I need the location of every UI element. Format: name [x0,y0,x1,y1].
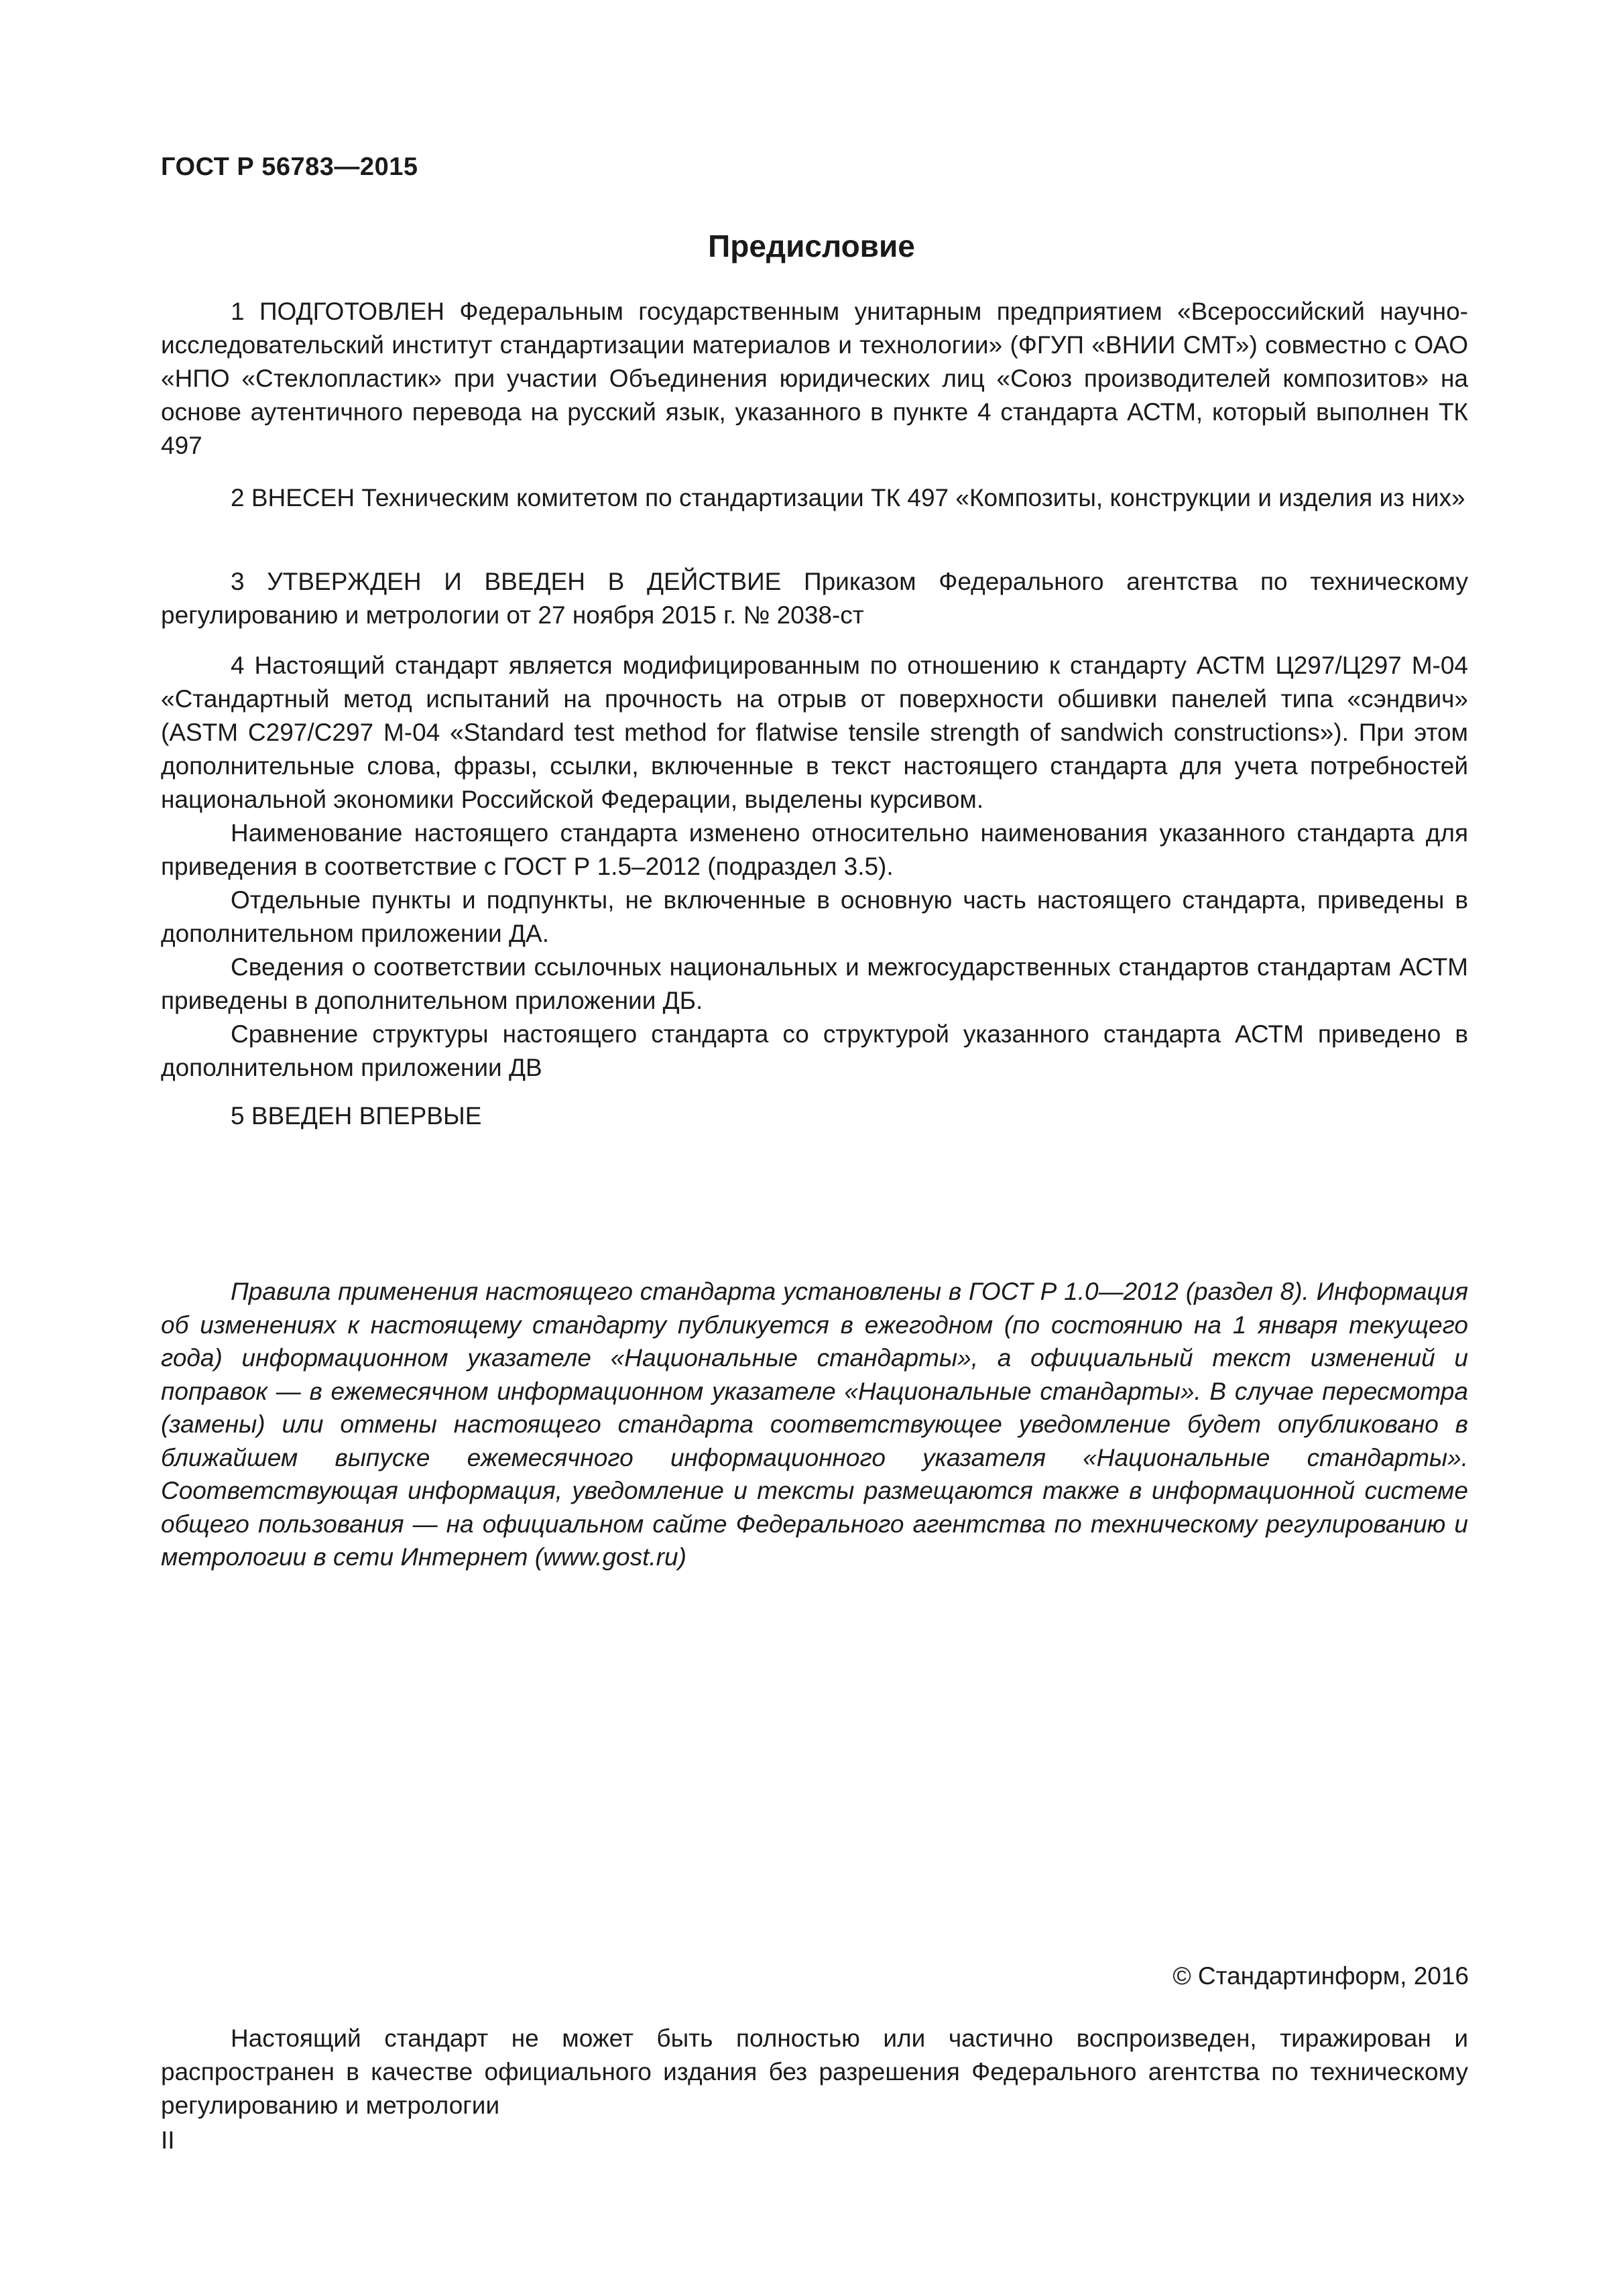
section-5-text: 5 ВВЕДЕН ВПЕРВЫЕ [231,1102,482,1130]
section-1 [161,295,1468,463]
reproduction-notice-text: Настоящий стандарт не может быть полностью или частично воспроизведен, тиражирован и распространен в качестве официального издания без разрешения Федерального агентства по техническому регулированию и метрологии [161,2025,1468,2119]
section-4-paragraph-3: Отдельные пункты и подпункты, не включенные в основную часть настоящего стандарта, приведены в дополнительном приложении ДА. [161,886,1468,947]
section-5 [161,1099,1468,1133]
page-number: II [161,2126,175,2154]
rules-notice-text: Правила применения настоящего стандарта установлены в ГОСТ Р 1.0—2012 (раздел 8). Информация об изменениях к настоящему стандарту публикуется в ежегодном (по состоянию на 1 января текущего года) информационном указателе «Национальные стандарты», а официальный текст изменений и поправок — в ежемесячном информационном указателе «Национальные стандарты». В случае пересмотра (замены) или отмены настоящего стандарта соответствующее уведомление будет опубликовано в ближайшем выпуске ежемесячного информационного указателя «Национальные стандарты». Соответствующая информация, уведомление и тексты размещаются также в информационной системе общего пользования — на официальном сайте Федерального агентства по техническому регулированию и метрологии в сети Интернет (www.gost.ru) [161,1278,1468,1571]
section-3-text: 3 УТВЕРЖДЕН И ВВЕДЕН В ДЕЙСТВИЕ Приказом Федерального агентства по техническому регулированию и метрологии от 27 ноября 2015 г. № 2038-ст [161,568,1468,629]
section-2-text: 2 ВНЕСЕН Техническим комитетом по стандартизации ТК 497 «Композиты, конструкции и изделия из них» [231,484,1465,511]
section-2 [161,481,1468,515]
section-4-paragraph-1: 4 Настоящий стандарт является модифицированным по отношению к стандарту АСТМ Ц297/Ц297 М-04 «Стандартный метод испытаний на прочность на отрыв от поверхности обшивки панелей типа «сэндвич» (ASTM C297/C297 M-04 «Standard test method for flatwise tensile strength of sandwich constructions»). При этом дополнительные слова, фразы, ссылки, включенные в текст настоящего стандарта для учета потребностей национальной экономики Российской Федерации, выделены курсивом. [161,652,1468,813]
section-4-paragraph-4: Сведения о соответствии ссылочных национальных и межгосударственных стандартов стандартам АСТМ приведены в дополнительном приложении ДБ. [161,953,1468,1014]
copyright-line: © Стандартинформ, 2016 [1173,1962,1469,1990]
reproduction-notice [161,2022,1468,2122]
section-4-paragraph-2: Наименование настоящего стандарта изменено относительно наименования указанного стандарта для приведения в соответствие с ГОСТ Р 1.5–2012 (подраздел 3.5). [161,819,1468,880]
section-1-text: 1 ПОДГОТОВЛЕН Федеральным государственным унитарным предприятием «Всероссийский научно-исследовательский институт стандартизации материалов и технологии» (ФГУП «ВНИИ СМТ») совместно с ОАО «НПО «Стеклопластик» при участии Объединения юридических лиц «Союз производителей композитов» на основе аутентичного перевода на русский язык, указанного в пункте 4 стандарта АСТМ, который выполнен ТК 497 [161,298,1468,459]
document-header-id: ГОСТ Р 56783—2015 [161,153,418,181]
page-title: Предисловие [708,229,915,263]
section-4-paragraph-5: Сравнение структуры настоящего стандарта со структурой указанного стандарта АСТМ приведено в дополнительном приложении ДВ [161,1020,1468,1081]
section-4 [161,649,1468,1085]
rules-notice [161,1275,1468,1574]
section-3 [161,565,1468,632]
